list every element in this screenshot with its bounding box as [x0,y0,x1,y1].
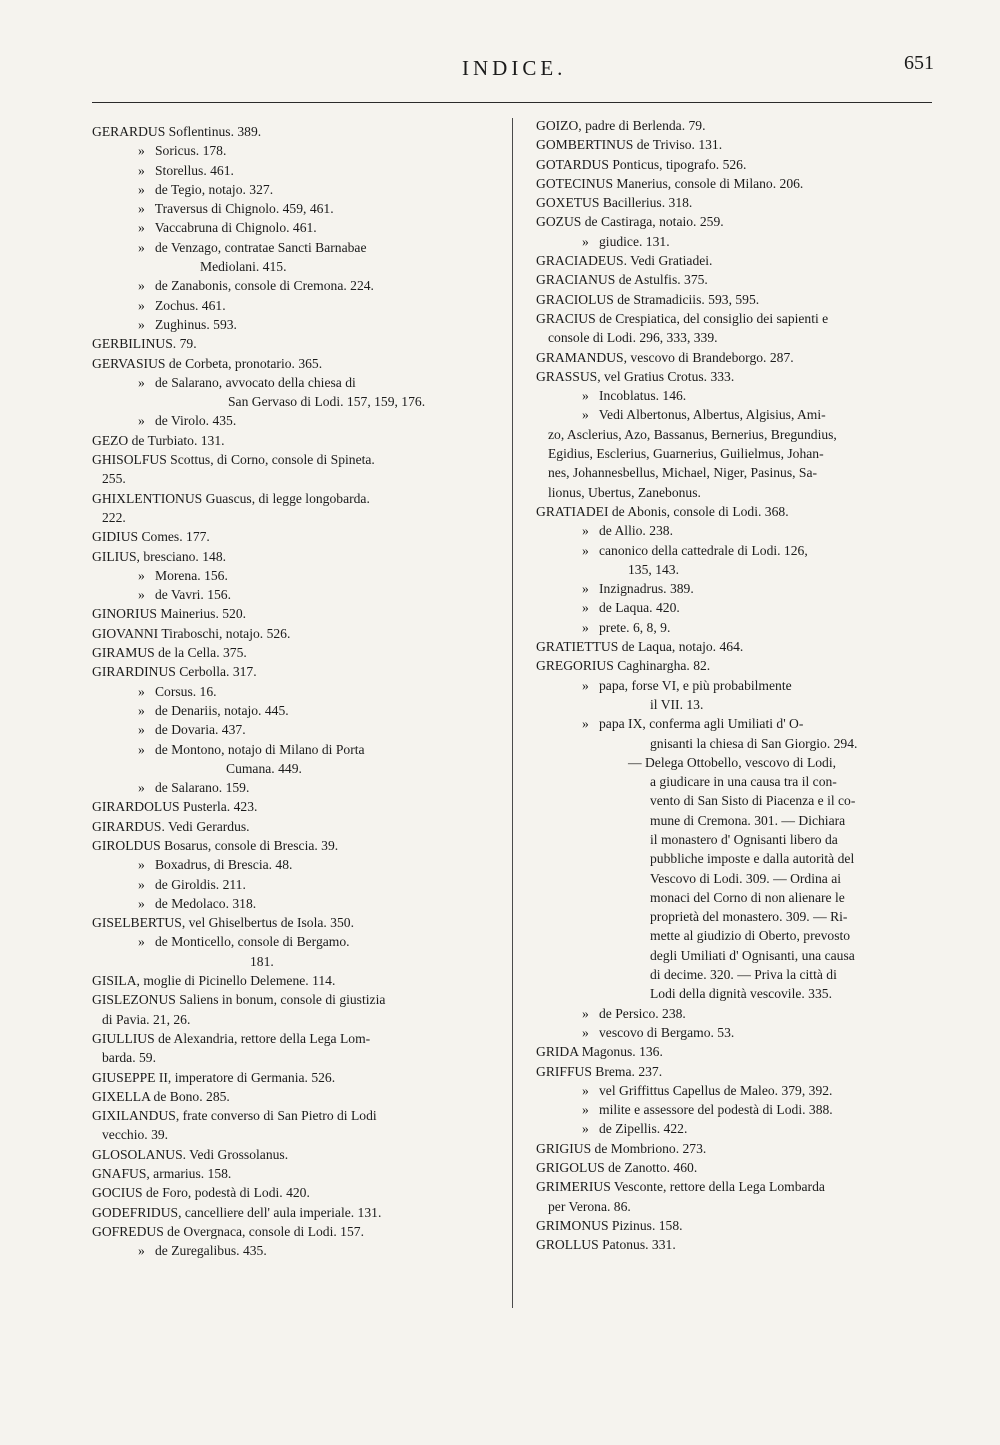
index-line: console di Lodi. 296, 333, 339. [548,330,718,346]
index-line: GEZO de Turbiato. 131. [92,432,225,448]
index-line: » papa IX, conferma agli Umiliati d' O- [582,716,804,732]
index-line: GIRAMUS de la Cella. 375. [92,645,247,661]
index-line: » de Salarano. 159. [138,780,250,796]
index-line: » Storellus. 461. [138,162,234,178]
index-line: Cumana. 449. [226,760,302,776]
index-line: » Inzignadrus. 389. [582,581,694,597]
index-line: GRIFFUS Brema. 237. [536,1063,663,1079]
index-line: Mediolani. 415. [200,259,287,275]
index-line: GIROLDUS Bosarus, console di Brescia. 39. [92,837,339,853]
index-line: 181. [250,953,274,969]
index-line: GISILA, moglie di Picinello Delemene. 114. [92,973,336,989]
column-divider [512,118,513,1308]
index-line: San Gervaso di Lodi. 157, 159, 176. [228,394,426,410]
index-line: » Morena. 156. [138,567,228,583]
index-line: » Zughinus. 593. [138,316,237,332]
index-line: GRIDA Magonus. 136. [536,1044,663,1060]
index-line: GISELBERTUS, vel Ghiselbertus de Isola. 350. [92,915,354,931]
index-line: » vescovo di Bergamo. 53. [582,1024,735,1040]
running-head [0,52,1000,86]
page-number: 651 [904,52,934,74]
index-line: GERBILINUS. 79. [92,336,197,352]
index-line: GILIUS, bresciano. 148. [92,548,227,564]
index-line: 222. [102,509,126,525]
index-line: di Pavia. 21, 26. [102,1011,191,1027]
index-line: » Incoblatus. 146. [582,388,687,404]
index-line: » de Zipellis. 422. [582,1121,688,1137]
index-line: GIXILANDUS, frate converso di San Pietro di Lodi [92,1108,377,1124]
index-line: » de Medolaco. 318. [138,895,257,911]
index-line: GRACIOLUS de Stramadiciis. 593, 595. [536,291,760,307]
index-line: GOXETUS Bacillerius. 318. [536,195,693,211]
index-line: GNAFUS, armarius. 158. [92,1166,232,1182]
index-line: GISLEZONUS Saliens in bonum, console di giustizia [92,992,386,1008]
index-line: » de Monticello, console di Bergamo. [138,934,350,950]
index-line: GRAMANDUS, vescovo di Brandeborgo. 287. [536,349,794,365]
index-line: GOFREDUS de Overgnaca, console di Lodi. 157. [92,1223,364,1239]
index-line: GRATIADEI de Abonis, console di Lodi. 368. [536,503,789,519]
index-line: per Verona. 86. [548,1198,631,1214]
index-line: GOIZO, padre di Berlenda. 79. [536,118,706,133]
index-line: pubbliche imposte e dalla autorità del [650,851,855,867]
index-line: » milite e assessore del podestà di Lodi. 388. [582,1102,833,1118]
index-line: » de Salarano, avvocato della chiesa di [138,374,356,390]
index-line: » de Allio. 238. [582,523,674,539]
index-line: vecchio. 39. [102,1127,169,1143]
index-line: gnisanti la chiesa di San Giorgio. 294. [650,735,858,751]
index-line: degli Umiliati d' Ognisanti, una causa [650,947,855,963]
index-line: » Traversus di Chignolo. 459, 461. [138,201,334,217]
index-line: GHIXLENTIONUS Guascus, di legge longobarda. [92,490,370,506]
index-line: » de Montono, notajo di Milano di Porta [138,741,365,757]
index-line: » de Zuregalibus. 435. [138,1243,267,1259]
index-line: GERARDUS Soflentinus. 389. [92,124,262,139]
index-line: GERVASIUS de Corbeta, pronotario. 365. [92,355,323,371]
index-line: GRASSUS, vel Gratius Crotus. 333. [536,368,735,384]
index-line: GOMBERTINUS de Triviso. 131. [536,137,723,153]
index-line: » de Denariis, notajo. 445. [138,702,289,718]
index-line: » de Dovaria. 437. [138,722,246,738]
index-line: il monastero d' Ognisanti libero da [650,831,838,847]
index-line: 135, 143. [628,561,679,577]
index-line: barda. 59. [102,1050,156,1066]
index-line: GRATIETTUS de Laqua, notajo. 464. [536,639,744,655]
index-line: 255. [102,471,126,487]
header-rule [92,102,932,103]
index-line: » Corsus. 16. [138,683,217,699]
index-line: GOZUS de Castiraga, notaio. 259. [536,214,724,230]
index-line: lionus, Ubertus, Zanebonus. [548,484,701,500]
index-line: GRACIADEUS. Vedi Gratiadei. [536,253,713,269]
index-line: » giudice. 131. [582,233,670,249]
index-line: a giudicare in una causa tra il con- [650,774,837,790]
index-line: — Delega Ottobello, vescovo di Lodi, [628,754,837,770]
index-line: mune di Cremona. 301. — Dichiara [650,812,846,828]
index-line: GIRARDUS. Vedi Gerardus. [92,818,250,834]
index-line: » de Zanabonis, console di Cremona. 224. [138,278,374,294]
index-line: GRIMONUS Pizinus. 158. [536,1217,683,1233]
index-line: GIULLIUS de Alexandria, rettore della Lega Lom- [92,1030,371,1046]
index-line: GOTARDUS Ponticus, tipografo. 526. [536,156,747,172]
index-line: » Zochus. 461. [138,297,226,313]
index-line: monaci del Corno di non alienare le [650,889,845,905]
index-line: » de Persico. 238. [582,1005,686,1021]
index-line: Egidius, Esclerius, Guarnerius, Guilielmus, Johan- [548,446,824,462]
index-line: vento di San Sisto di Piacenza e il co- [650,793,856,809]
index-line: GREGORIUS Caghinargha. 82. [536,658,711,674]
right-column [536,116,936,1255]
index-line: Vescovo di Lodi. 309. — Ordina ai [650,870,842,886]
index-line: GINORIUS Mainerius. 520. [92,606,247,622]
index-line: zo, Asclerius, Azo, Bassanus, Bernerius, Bregundius, [548,426,837,442]
index-line: » Soricus. 178. [138,143,227,159]
index-line: » Boxadrus, di Brescia. 48. [138,857,293,873]
index-line: GIRARDINUS Cerbolla. 317. [92,664,257,680]
index-line: GRACIUS de Crespiatica, del consiglio dei sapienti e [536,310,829,326]
index-line: di decime. 320. — Priva la città di [650,967,837,983]
index-line: GIRARDOLUS Pusterla. 423. [92,799,258,815]
index-line: GRIGIUS de Mombriono. 273. [536,1140,707,1156]
index-line: GIUSEPPE II, imperatore di Germania. 526. [92,1069,336,1085]
index-line: » de Laqua. 420. [582,600,680,616]
index-line: mette al giudizio di Oberto, prevosto [650,928,851,944]
index-line: » de Vavri. 156. [138,587,232,603]
index-line: GODEFRIDUS, cancelliere dell' aula imperiale. 131. [92,1204,382,1220]
index-line: GIXELLA de Bono. 285. [92,1088,230,1104]
index-line: » de Venzago, contratae Sancti Barnabae [138,239,367,255]
index-line: » papa, forse VI, e più probabilmente [582,677,792,693]
index-line: GLOSOLANUS. Vedi Grossolanus. [92,1146,289,1162]
index-line: nes, Johannesbellus, Michael, Niger, Pasinus, Sa- [548,465,818,481]
index-line: » prete. 6, 8, 9. [582,619,671,635]
index-line: Lodi della dignità vescovile. 335. [650,986,832,1002]
page-title: INDICE. [462,56,567,80]
index-line: » de Virolo. 435. [138,413,237,429]
index-line: » Vaccabruna di Chignolo. 461. [138,220,317,236]
index-line: GRIMERIUS Vesconte, rettore della Lega Lombarda [536,1179,825,1195]
index-line: » vel Griffittus Capellus de Maleo. 379, 392. [582,1082,833,1098]
index-line: GHISOLFUS Scottus, di Corno, console di Spineta. [92,452,375,468]
index-line: » de Giroldis. 211. [138,876,246,892]
index-line: GIDIUS Comes. 177. [92,529,210,545]
index-line: » canonico della cattedrale di Lodi. 126, [582,542,808,558]
index-line: GOCIUS de Foro, podestà di Lodi. 420. [92,1185,310,1201]
index-line: GIOVANNI Tiraboschi, notajo. 526. [92,625,291,641]
index-line: proprietà del monastero. 309. — Ri- [650,909,848,925]
index-line: GRACIANUS de Astulfis. 375. [536,272,708,288]
left-column [92,122,502,1261]
index-line: » Vedi Albertonus, Albertus, Algisius, Ami- [582,407,826,423]
index-line: » de Tegio, notajo. 327. [138,181,274,197]
index-line: GRIGOLUS de Zanotto. 460. [536,1160,698,1176]
index-line: il VII. 13. [650,696,704,712]
index-line: GOTECINUS Manerius, console di Milano. 206. [536,175,804,191]
index-line: GROLLUS Patonus. 331. [536,1237,676,1253]
